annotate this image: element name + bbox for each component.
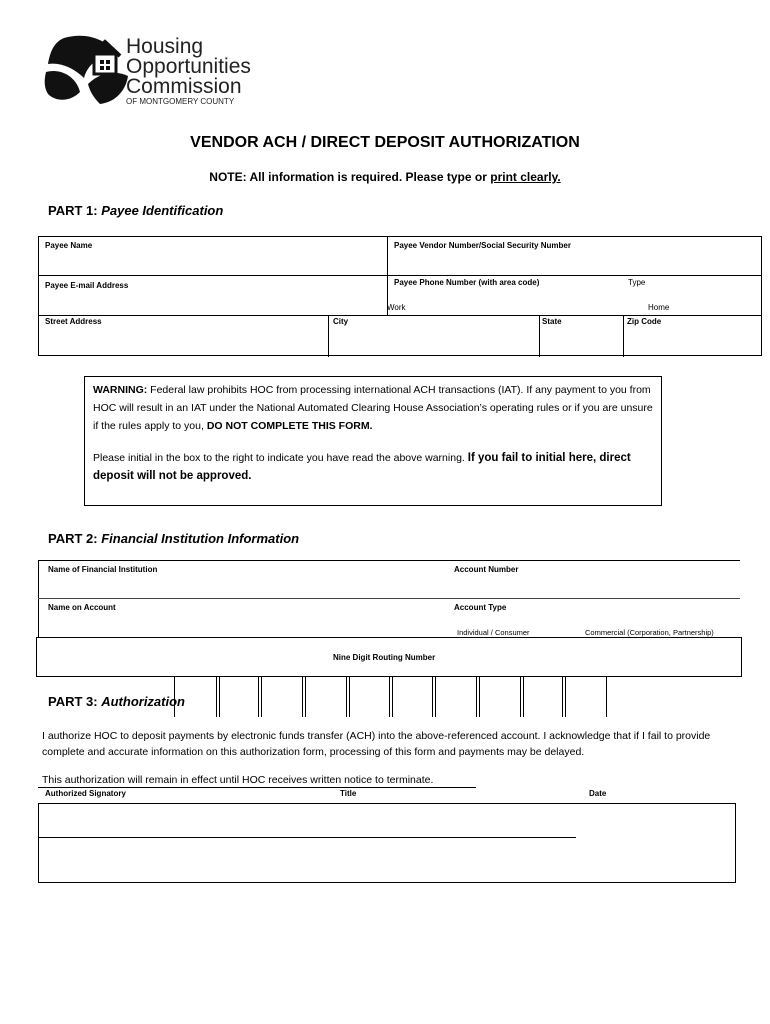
account-number-field[interactable]: Account Number <box>454 565 519 574</box>
logo-line-commission: Commission <box>126 75 242 98</box>
city-field[interactable]: City <box>333 317 349 326</box>
signature-header-rule <box>38 787 476 788</box>
payee-email-field[interactable]: Payee E-mail Address <box>45 281 129 290</box>
payee-identification-table <box>38 236 762 356</box>
payee-name-field[interactable]: Payee Name <box>45 241 93 250</box>
phone-type-label: Type <box>628 278 646 287</box>
part2-left-rule <box>38 560 39 638</box>
part3-heading <box>48 694 185 709</box>
part3-title: Authorization <box>101 694 185 709</box>
phone-type-work[interactable]: Work <box>387 303 406 312</box>
warning-initial-instruction: Please initial in the box to the right to indicate you have read the above warning. <box>93 452 468 464</box>
logo-line-county: OF MONTGOMERY COUNTY <box>126 97 235 106</box>
part1-title: Payee Identification <box>101 203 224 218</box>
payee-vendor-number-field[interactable]: Payee Vendor Number/Social Security Number <box>394 241 571 250</box>
logo-line-housing: Housing <box>126 35 204 58</box>
note-text: NOTE: All information is required. Please type or <box>209 170 491 184</box>
part2-heading <box>48 531 299 546</box>
phone-type-home[interactable]: Home <box>648 303 670 312</box>
authorization-duration: This authorization will remain in effect until HOC receives written notice to terminate. <box>42 774 434 786</box>
signature-line <box>38 837 576 838</box>
warning-body: Federal law prohibits HOC from processing international ACH transactions (IAT). If any payment to you from HOC will result in an IAT under the National Automated Clearing House Association’s operating rules or if you are unsure if the rules apply to you, <box>93 384 653 432</box>
authorization-paragraph: I authorize HOC to deposit payments by electronic funds transfer (ACH) into the above-referenced account. I acknowledge that if I fail to provide complete and accurate information on this authorization form, processing of this form and payments may be delayed. <box>42 730 711 758</box>
name-on-account-field[interactable]: Name on Account <box>48 603 116 612</box>
note-underlined: print clearly. <box>490 170 561 184</box>
date-label: Date <box>589 789 607 798</box>
logo-line-opportunities: Opportunities <box>126 55 251 78</box>
part2-label: PART 2: <box>48 531 102 546</box>
account-type-label: Account Type <box>454 603 507 612</box>
title-label: Title <box>340 789 357 798</box>
part1-label: PART 1: <box>48 203 102 218</box>
form-note <box>0 170 770 184</box>
signature-box[interactable] <box>38 803 736 883</box>
routing-number-label: Nine Digit Routing Number <box>333 653 436 662</box>
part2-top-rule <box>38 560 740 561</box>
part3-label: PART 3: <box>48 694 102 709</box>
zip-code-field[interactable]: Zip Code <box>627 317 662 326</box>
state-field[interactable]: State <box>542 317 562 326</box>
routing-digit-boxes[interactable] <box>170 677 610 717</box>
part2-title: Financial Institution Information <box>101 531 300 546</box>
account-type-individual[interactable]: Individual / Consumer <box>457 628 530 637</box>
authorized-signatory-label: Authorized Signatory <box>45 789 126 798</box>
warning-fail-notice: If you fail to initial here, direct deposit will not be approved. <box>93 452 631 482</box>
institution-name-field[interactable]: Name of Financial Institution <box>48 565 158 574</box>
warning-box <box>84 376 662 506</box>
hoc-logo <box>44 32 274 112</box>
part2-mid-rule <box>38 598 740 599</box>
payee-phone-field[interactable]: Payee Phone Number (with area code) <box>394 278 540 287</box>
account-type-commercial[interactable]: Commercial (Corporation, Partnership) <box>585 628 714 637</box>
warning-do-not-complete: DO NOT COMPLETE THIS FORM. <box>206 420 373 432</box>
warning-text <box>93 381 655 485</box>
street-address-field[interactable]: Street Address <box>45 317 102 326</box>
hoc-leaf-house-icon <box>44 32 130 108</box>
form-title: VENDOR ACH / DIRECT DEPOSIT AUTHORIZATION <box>190 134 580 151</box>
warning-label: WARNING: <box>93 384 148 396</box>
part1-heading <box>48 203 223 218</box>
